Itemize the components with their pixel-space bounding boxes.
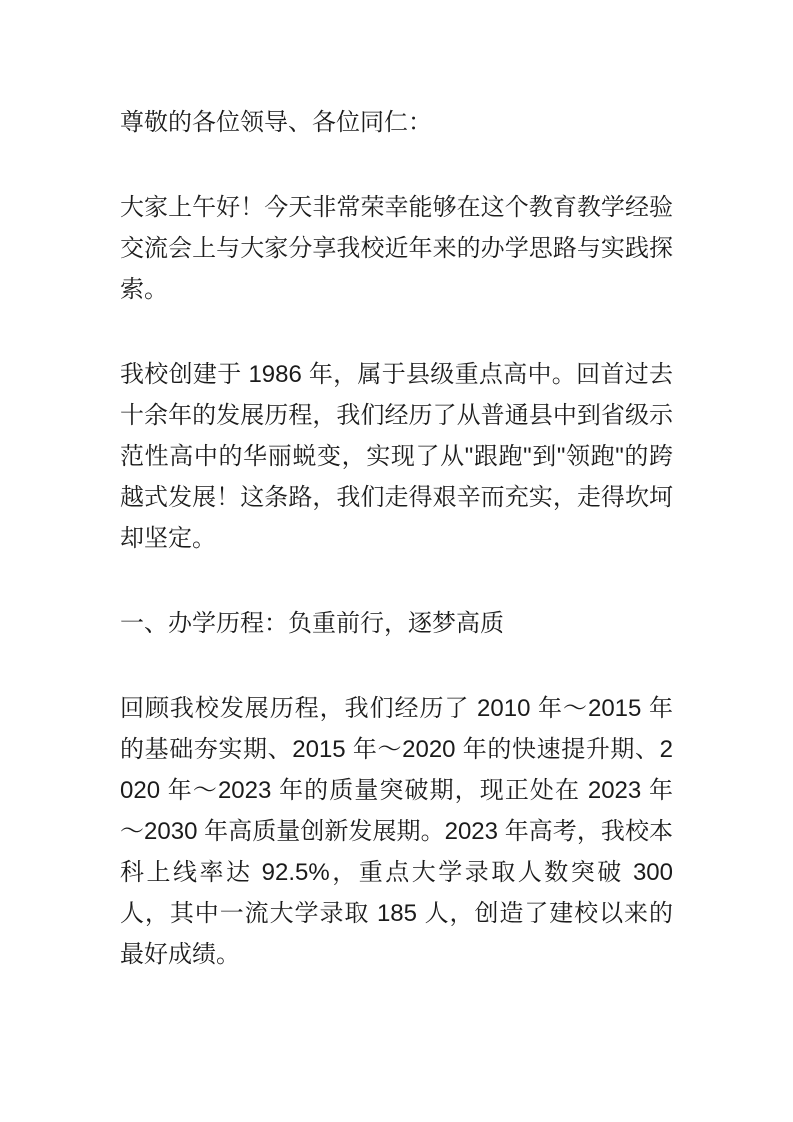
greeting-line: 尊敬的各位领导、各位同仁：	[120, 109, 432, 136]
school-history-paragraph: 我校创建于 1986 年，属于县级重点高中。回首过去十余年的发展历程，我们经历了从普通县中到省级示范性高中的华丽蜕变，实现了从"跟跑"到"领跑"的跨越式发展！这条路，我们走得艰辛而充实，走得坎坷却坚定。	[120, 361, 673, 552]
section1-paragraph: 回顾我校发展历程，我们经历了 2010 年～2015 年的基础夯实期、2015 年～2020 年的快速提升期、2020 年～2023 年的质量突破期，现正处在 2023 年～2030 年高质量创新发展期。2023 年高考，我校本科上线率达 92.5%，重点大学录取人数突破 300 人，其中一流大学录取 185 人，创造了建校以来的最好成绩。	[120, 695, 673, 968]
section-heading-1: 一、办学历程：负重前行，逐梦高质	[120, 610, 504, 637]
intro-paragraph: 大家上午好！今天非常荣幸能够在这个教育教学经验交流会上与大家分享我校近年来的办学思路与实践探索。	[120, 194, 673, 303]
